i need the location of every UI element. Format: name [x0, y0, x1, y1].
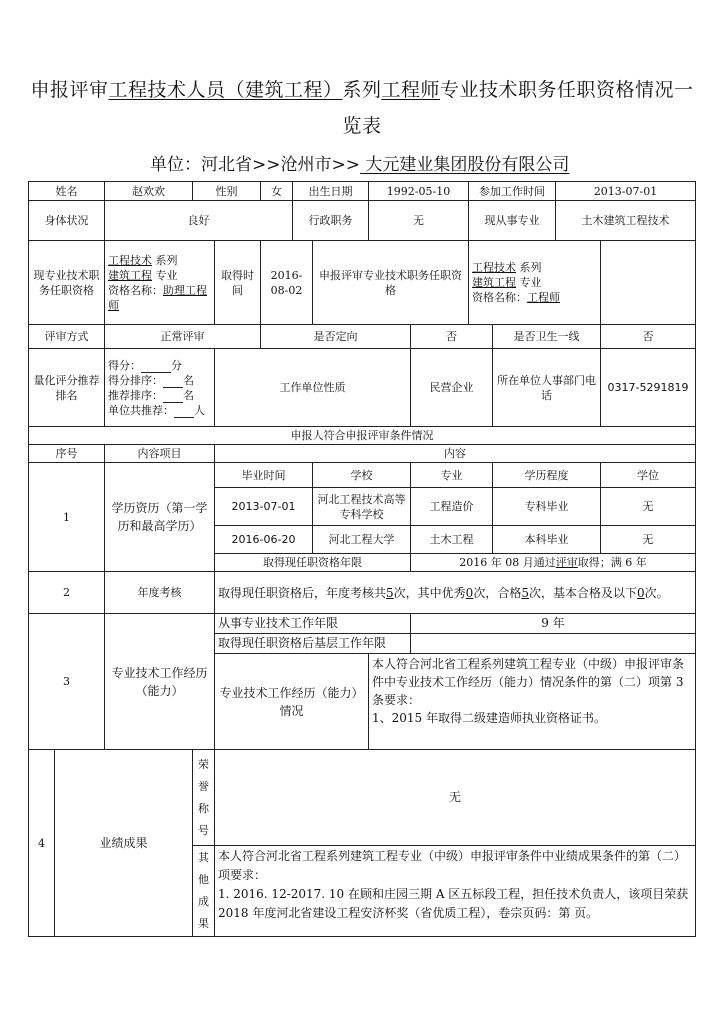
- name-label: 姓名: [29, 182, 105, 201]
- experience-no: 3: [29, 614, 105, 750]
- years-value: 9 年: [411, 614, 696, 634]
- education-label: 学历资历（第一学历和最高学历）: [105, 463, 215, 572]
- birth-value: 1992-05-10: [369, 182, 469, 201]
- years-label: 从事专业技术工作年限: [215, 614, 411, 634]
- grassroots-label: 取得现任职资格后基层工作年限: [215, 634, 411, 654]
- work-start-label: 参加工作时间: [469, 182, 556, 201]
- gender-value: 女: [261, 182, 293, 201]
- conditions-header: 申报人符合申报评审条件情况: [29, 427, 696, 445]
- birth-label: 出生日期: [293, 182, 369, 201]
- col-item-header: 内容项目: [105, 445, 215, 463]
- obtain-label: 取得时间: [215, 241, 261, 325]
- current-major-label: 现从事专业: [469, 201, 556, 241]
- qualification-value: 工程技术 系列 建筑工程 专业 资格名称：助理工程师: [105, 241, 215, 325]
- health-label: 身体状况: [29, 201, 105, 241]
- obtain-value: 2016-08-02: [261, 241, 313, 325]
- achievements-no: 4: [29, 750, 55, 937]
- gender-label: 性别: [193, 182, 261, 201]
- table-row: 2013-07-01 河北工程技术高等专科学校 工程造价 专科毕业 无: [29, 488, 696, 526]
- situation-value: 本人符合河北省工程系列建筑工程专业（中级）申报评审条件中专业技术工作经历（能力）情况条件的第（二）项第 3 条要求： 1、2015 年取得二级建造师执业资格证书。: [369, 654, 696, 750]
- experience-label: 专业技术工作经历（能力）: [105, 614, 215, 750]
- edu-school-header: 学校: [313, 463, 411, 488]
- health-value: 良好: [105, 201, 293, 241]
- company-name: 大元建业集团股份有限公司: [359, 155, 570, 175]
- term-label: 取得现任职资格年限: [215, 554, 411, 572]
- table-row: 2016-06-20 河北工程大学 土木工程 本科毕业 无: [29, 526, 696, 554]
- annual-value: 取得现任职资格后，年度考核共5次，其中优秀0次，合格5次，基本合格及以下0次。: [215, 572, 696, 614]
- document-title: 申报评审工程技术人员（建筑工程）系列工程师专业技术职务任职资格情况一览表: [30, 79, 694, 137]
- term-value: 2016 年 08 月通过评审取得；满 6 年: [411, 554, 696, 572]
- annual-label: 年度考核: [105, 572, 215, 614]
- directed-label: 是否定向: [261, 325, 411, 349]
- unit-nature-value: 民营企业: [411, 349, 493, 427]
- admin-value: 无: [369, 201, 469, 241]
- apply-value: 工程技术 系列 建筑工程 专业 资格名称：工程师: [469, 241, 601, 325]
- directed-value: 否: [411, 325, 493, 349]
- admin-label: 行政职务: [293, 201, 369, 241]
- unit-nature-label: 工作单位性质: [215, 349, 411, 427]
- honor-label: 荣誉称号: [193, 750, 215, 846]
- unit-line: 单位：河北省>>沧州市>> 大元建业集团股份有限公司: [150, 155, 570, 175]
- other-value: 本人符合河北省工程系列建筑工程专业（中级）申报评审条件中业绩成果条件的第（二）项要求： 1. 2016. 12-2017. 10 在顾和庄园三期 A 区五标段工程，担任技术负责人，该项目荣获 2018 年度河北省建设工程安济杯奖（省优质工程），卷宗页码：第 页。: [215, 846, 696, 937]
- edu-degree-header: 学位: [601, 463, 696, 488]
- frontline-value: 否: [601, 325, 696, 349]
- achievements-label: 业绩成果: [55, 750, 193, 937]
- situation-label: 专业技术工作经历（能力）情况: [215, 654, 369, 750]
- honor-value: 无: [215, 750, 696, 846]
- frontline-label: 是否卫生一线: [493, 325, 601, 349]
- name-value: 赵欢欢: [105, 182, 193, 201]
- other-label: 其他成果: [193, 846, 215, 937]
- application-table: [28, 181, 696, 937]
- review-method-label: 评审方式: [29, 325, 105, 349]
- annual-no: 2: [29, 572, 105, 614]
- ranking-fields: 得分： 分 得分排序： 名 推荐排序： 名 单位共推荐： 人: [105, 349, 215, 427]
- edu-major-header: 专业: [411, 463, 493, 488]
- edu-level-header: 学历程度: [493, 463, 601, 488]
- ranking-label: 量化评分推荐排名: [29, 349, 105, 427]
- current-major-value: 土木建筑工程技术: [556, 201, 696, 241]
- col-content-header: 内容: [215, 445, 696, 463]
- hr-phone-label: 所在单位人事部门电话: [493, 349, 601, 427]
- grassroots-value: [411, 634, 696, 654]
- hr-phone-value: 0317-5291819: [601, 349, 696, 427]
- edu-grad-header: 毕业时间: [215, 463, 313, 488]
- col-no-header: 序号: [29, 445, 105, 463]
- education-no: 1: [29, 463, 105, 572]
- review-method-value: 正常评审: [105, 325, 261, 349]
- apply-label: 申报评审专业技术职务任职资格: [313, 241, 469, 325]
- work-start-value: 2013-07-01: [556, 182, 696, 201]
- qualification-label: 现专业技术职务任职资格: [29, 241, 105, 325]
